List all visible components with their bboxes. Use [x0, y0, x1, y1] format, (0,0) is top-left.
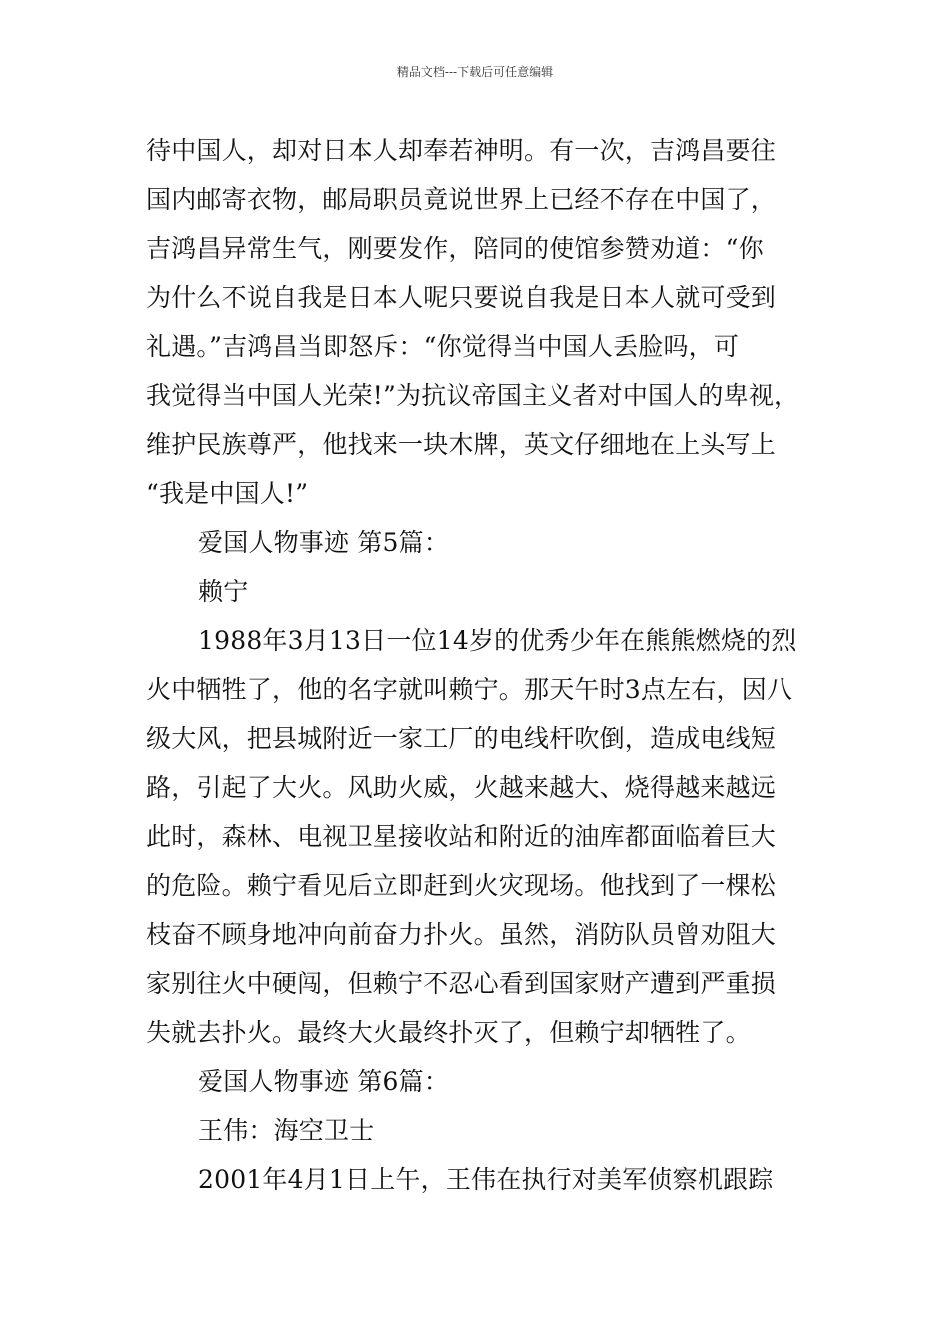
text-line: 枝奋不顾身地冲向前奋力扑火。虽然，消防队员曾劝阻大 [146, 920, 777, 949]
text-line: 国内邮寄衣物，邮局职员竟说世界上已经不存在中国了， [146, 185, 777, 214]
text-line: 为什么不说自我是日本人呢只要说自我是日本人就可受到 [146, 283, 777, 312]
text-line: 待中国人，却对日本人却奉若神明。有一次，吉鸿昌要往 [146, 136, 777, 165]
person-name: 王伟：海空卫士 [198, 1116, 375, 1145]
text-line: 我觉得当中国人光荣!”为抗议帝国主义者对中国人的卑视， [146, 381, 800, 410]
section-heading: 爱国人物事迹 第6篇： [198, 1067, 450, 1096]
person-name: 赖宁 [198, 577, 249, 606]
text-line: 路，引起了大火。风助火威，火越来越大、烧得越来越远 [146, 773, 777, 802]
text-line: 家别往火中硬闯，但赖宁不忍心看到国家财产遭到严重损 [146, 969, 777, 998]
text-line: 的危险。赖宁看见后立即赶到火灾现场。他找到了一棵松 [146, 871, 777, 900]
text-line: 礼遇。”吉鸿昌当即怒斥：“你觉得当中国人丢脸吗，可 [146, 332, 740, 361]
page-header: 精品文档---下载后可任意编辑 [396, 65, 554, 79]
text-line: 火中牺牲了，他的名字就叫赖宁。那天午时3点左右，因八 [146, 675, 793, 704]
text-line: 吉鸿昌异常生气，刚要发作，陪同的使馆参赞劝道：“你 [146, 234, 764, 263]
text-line: 级大风，把县城附近一家工厂的电线杆吹倒，造成电线短 [146, 724, 777, 753]
paragraph-first-line: 1988年3月13日一位14岁的优秀少年在熊熊燃烧的烈 [198, 626, 797, 655]
paragraph-first-line: 2001年4月1日上午，王伟在执行对美军侦察机跟踪 [198, 1165, 774, 1194]
text-line: 失就去扑火。最终大火最终扑灭了，但赖宁却牺牲了。 [146, 1018, 751, 1047]
text-line: “我是中国人!” [146, 479, 309, 508]
text-line: 维护民族尊严，他找来一块木牌，英文仔细地在上头写上 [146, 430, 777, 459]
text-line: 此时，森林、电视卫星接收站和附近的油库都面临着巨大 [146, 822, 777, 851]
section-heading: 爱国人物事迹 第5篇： [198, 528, 450, 557]
document-body [146, 126, 826, 1204]
